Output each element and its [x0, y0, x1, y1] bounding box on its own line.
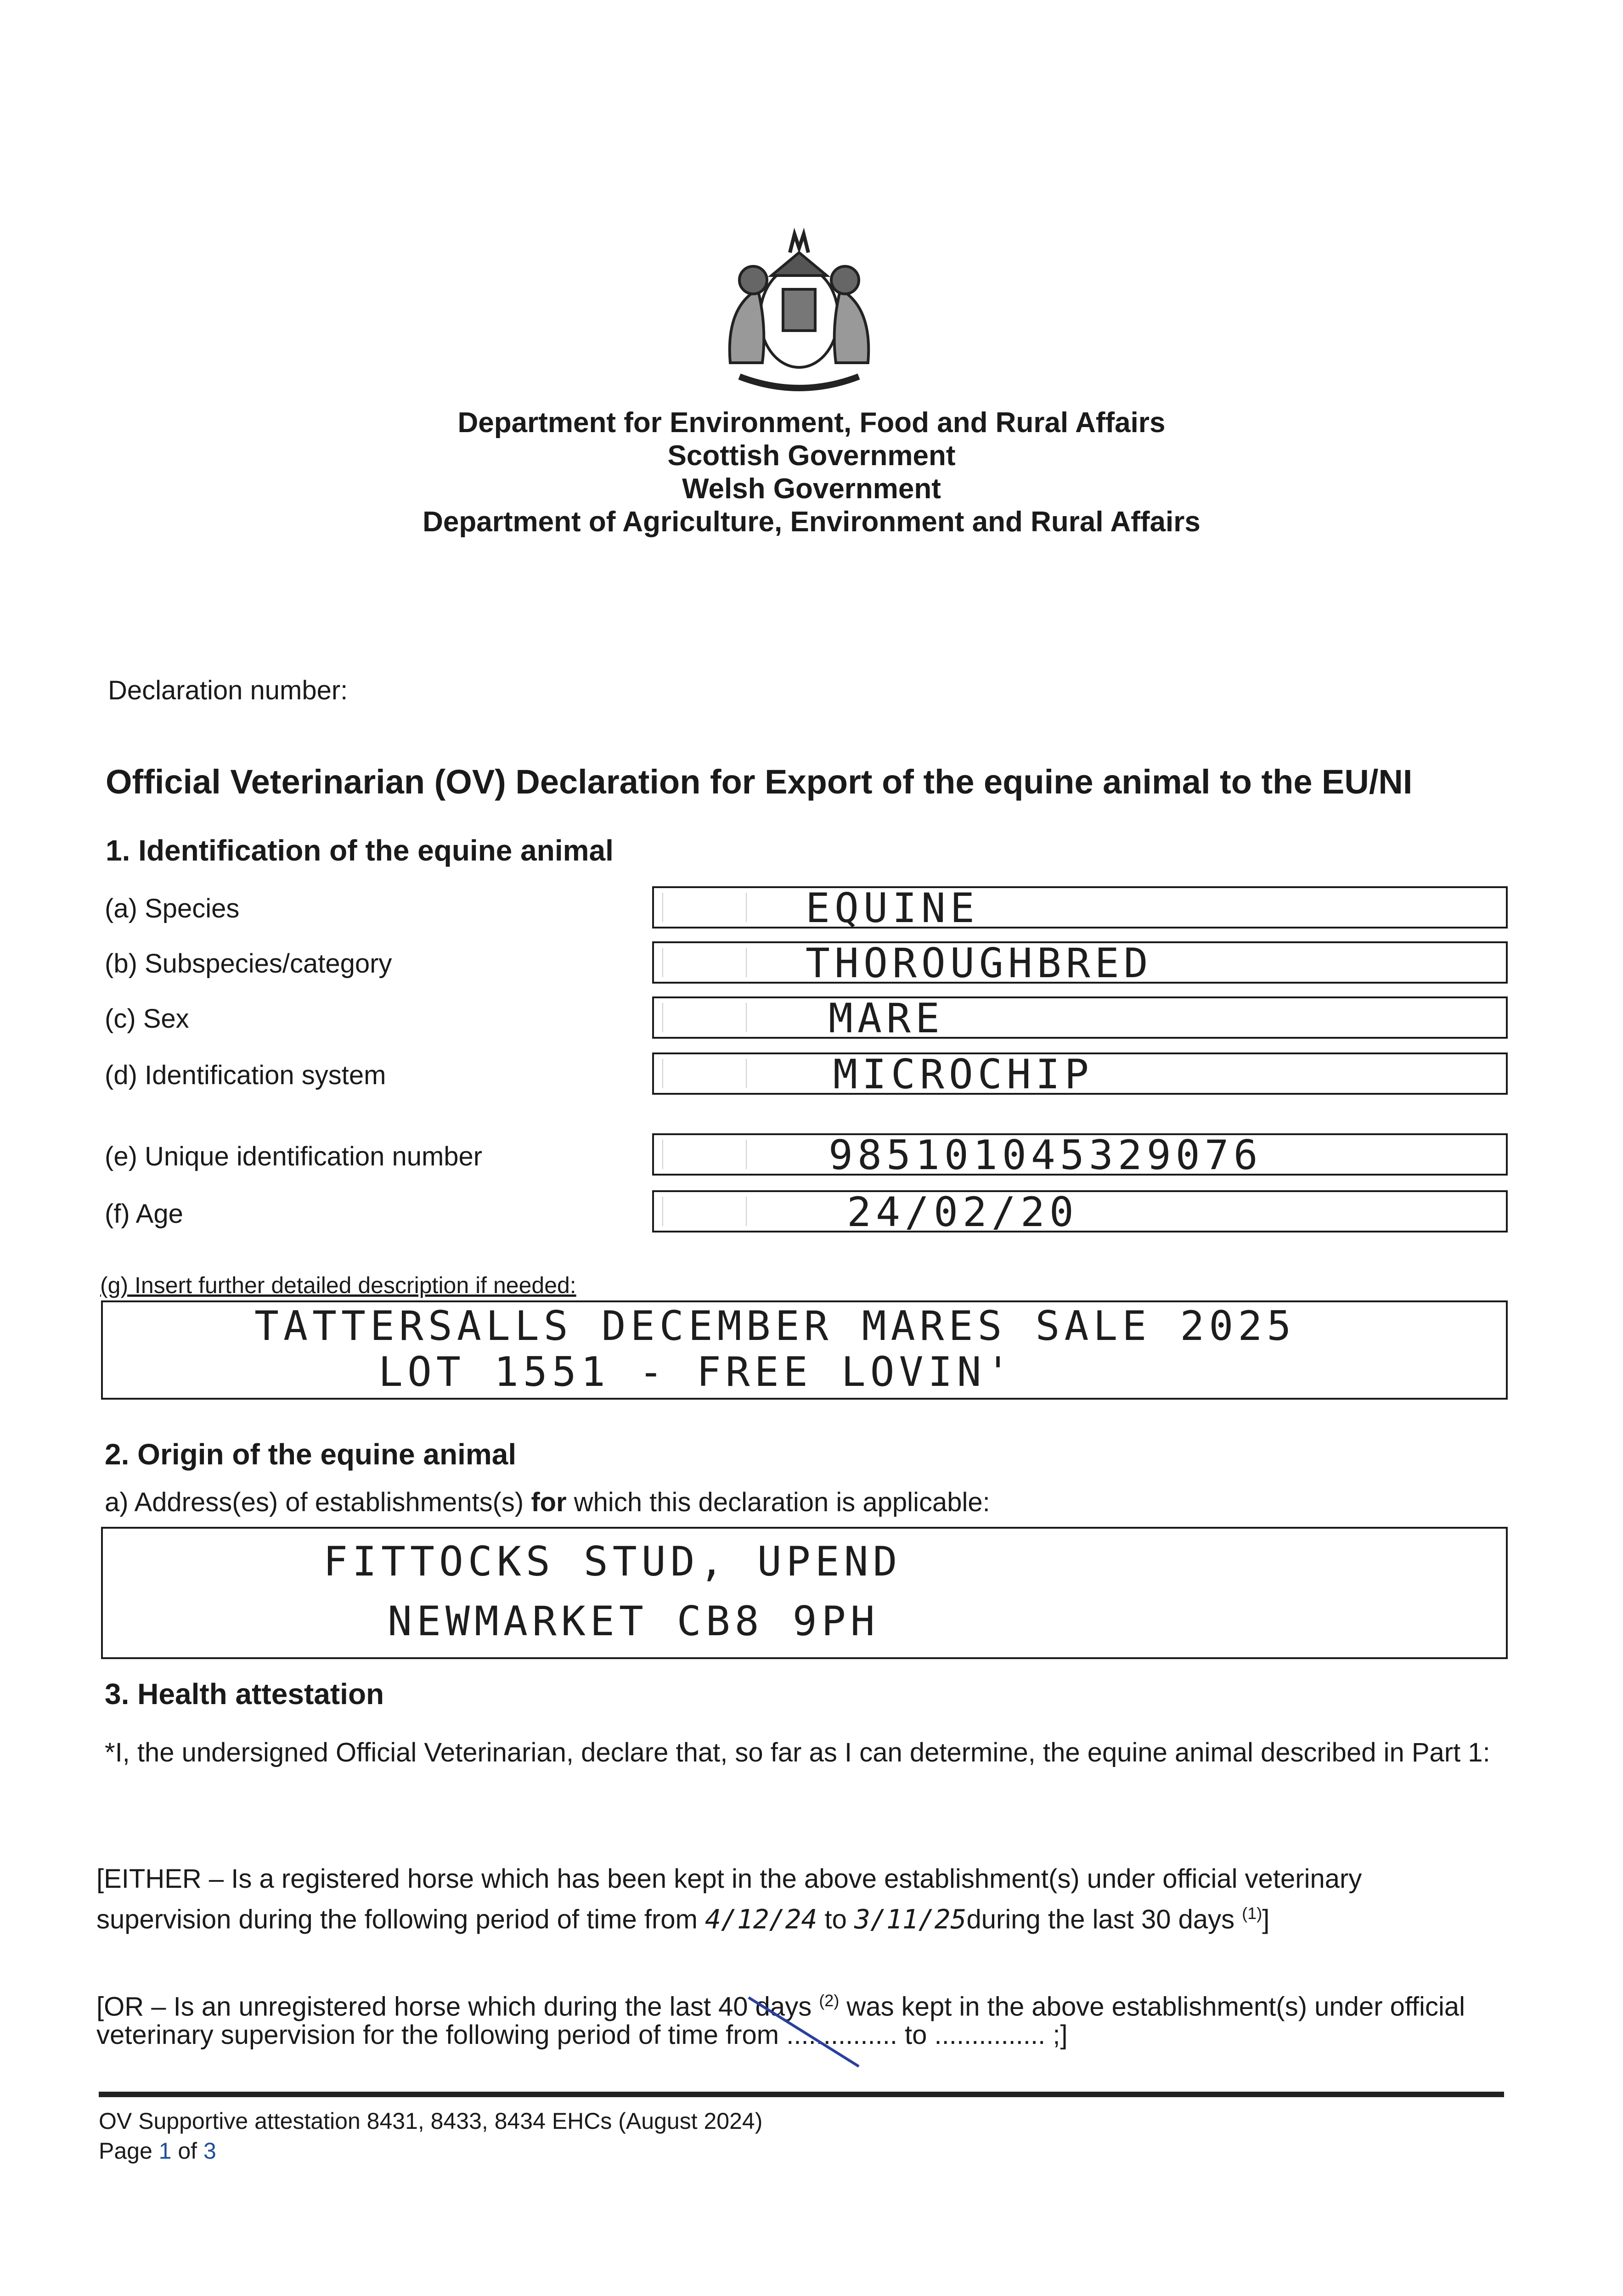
either-to-date: 3/11/25: [854, 1903, 967, 1935]
description-line-2: LOT 1551 - FREE LOVIN': [378, 1348, 1015, 1396]
section1-heading: 1. Identification of the equine animal: [106, 834, 614, 867]
either-line-1: [EITHER – Is a registered horse which has been kept in the above establishment(s) under official veterinary: [96, 1864, 1362, 1894]
page-indicator: Page 1 of 3: [99, 2138, 216, 2164]
unique-id-value: 985101045329076: [828, 1131, 1262, 1179]
species-label: (a) Species: [105, 894, 240, 923]
unique-id-field[interactable]: [652, 1131, 1508, 1179]
identification-system-field[interactable]: [652, 1051, 1508, 1098]
description-label: (g) Insert further detailed description if needed:: [100, 1272, 576, 1298]
sex-value: MARE: [828, 995, 944, 1042]
species-field[interactable]: [652, 884, 1508, 932]
section3-heading: 3. Health attestation: [105, 1677, 384, 1711]
department-line-3: Welsh Government: [682, 473, 941, 505]
health-intro: *I, the undersigned Official Veterinarian, declare that, so far as I can determine, the equine animal described in Part 1:: [105, 1738, 1490, 1767]
species-value: EQUINE: [806, 884, 979, 932]
royal-coat-of-arms-icon: [698, 225, 900, 400]
identification-system-value: MICROCHIP: [833, 1051, 1093, 1098]
address-line-2: NEWMARKET CB8 9PH: [388, 1598, 879, 1645]
description-field[interactable]: [101, 1300, 1508, 1400]
strike-line: [744, 1988, 863, 2071]
footer-divider: [99, 2092, 1504, 2097]
footer-reference: OV Supportive attestation 8431, 8433, 8434 EHCs (August 2024): [99, 2108, 763, 2134]
or-line-1: [OR – Is an unregistered horse which during the last 40 days $^{(2)}$ was kept in the above establishment(s) under official: [96, 1991, 1465, 2022]
address-line-1: FITTOCKS STUD, UPEND: [323, 1538, 902, 1585]
subspecies-label: (b) Subspecies/category: [105, 949, 392, 979]
page-title: Official Veterinarian (OV) Declaration for Export of the equine animal to the EU/NI: [106, 763, 1413, 801]
declaration-number-label: Declaration number:: [108, 675, 348, 705]
subspecies-value: THOROUGHBRED: [806, 940, 1153, 987]
age-field[interactable]: [652, 1188, 1508, 1236]
age-label: (f) Age: [105, 1199, 183, 1229]
sex-field[interactable]: [652, 995, 1508, 1042]
unique-id-label: (e) Unique identification number: [105, 1142, 483, 1171]
age-value: 24/02/20: [847, 1188, 1078, 1236]
sex-label: (c) Sex: [105, 1004, 189, 1034]
description-line-1: TATTERSALLS DECEMBER MARES SALE 2025: [254, 1302, 1296, 1350]
or-line-2: veterinary supervision for the following period of time from ............... to ............... ;]: [96, 2020, 1068, 2050]
either-from-date: 4/12/24: [705, 1903, 817, 1935]
department-line-4: Department of Agriculture, Environment and Rural Affairs: [423, 506, 1200, 538]
subspecies-field[interactable]: [652, 940, 1508, 987]
section2-heading: 2. Origin of the equine animal: [105, 1438, 517, 1471]
address-label: a) Address(es) of establishments(s) for which this declaration is applicable:: [105, 1487, 990, 1517]
department-line-2: Scottish Government: [667, 440, 956, 472]
either-line-2: supervision during the following period of time from 4/12/24 to 3/11/25during the last 30 days $^{(1)}$]: [96, 1903, 1270, 1935]
department-line-1: Department for Environment, Food and Rural Affairs: [457, 407, 1166, 439]
identification-system-label: (d) Identification system: [105, 1060, 386, 1090]
address-field[interactable]: [101, 1527, 1508, 1659]
